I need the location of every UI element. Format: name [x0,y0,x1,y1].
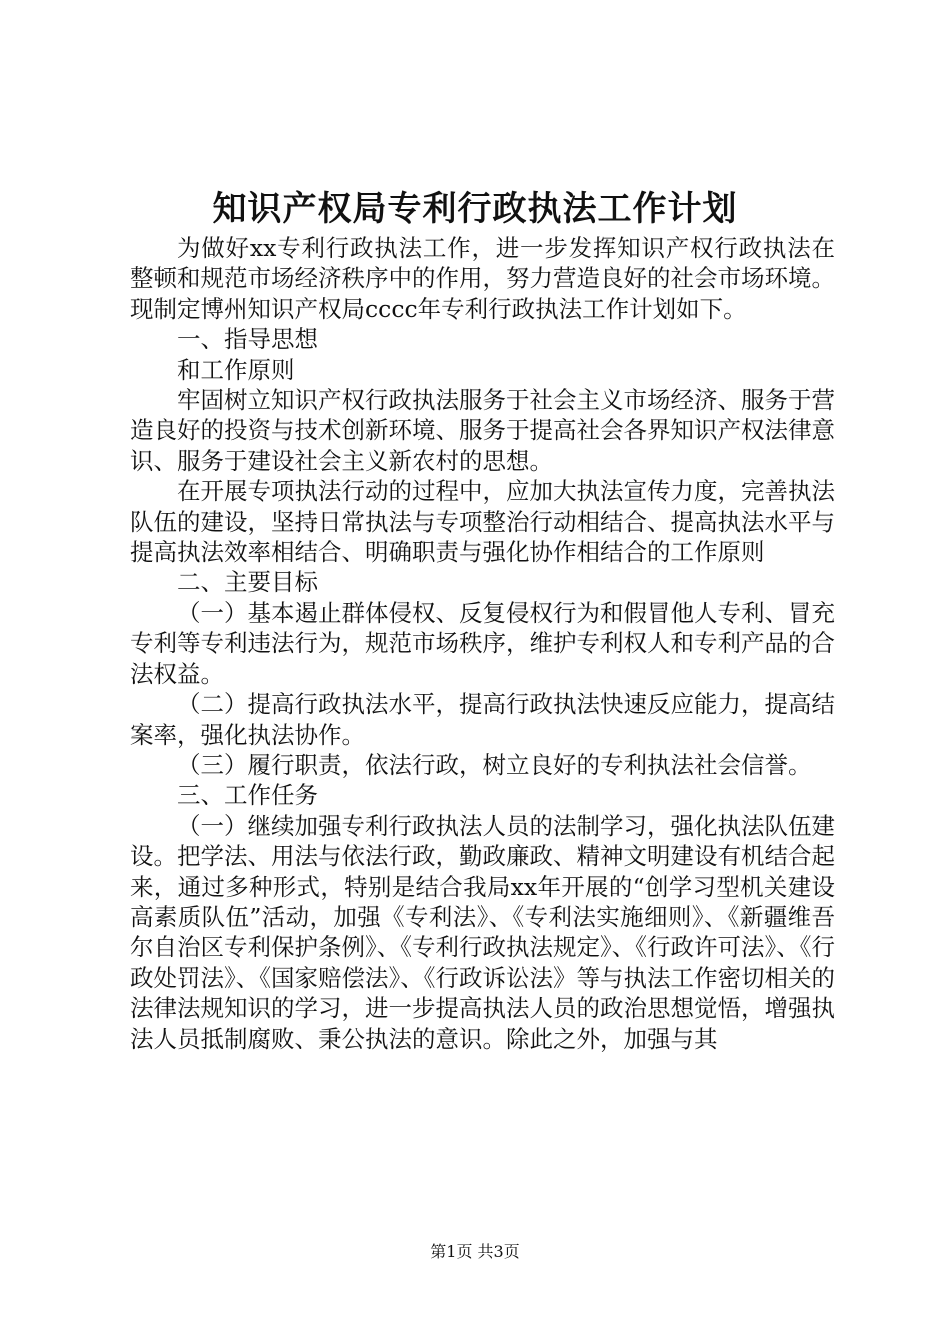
task-item-1: （一）继续加强专利行政执法人员的法制学习，强化执法队伍建设。把学法、用法与依法行政，勤政廉政、精神文明建设有机结合起来，通过多种形式，特别是结合我局xx年开展的“创学习型机关建设高素质队伍”活动，加强《专利法》、《专利法实施细则》、《新疆维吾尔自治区专利保护条例》、《专利行政执法规定》、《行政许可法》、《行政处罚法》、《国家赔偿法》、《行政诉讼法》等与执法工作密切相关的法律法规知识的学习，进一步提高执法人员的政治思想觉悟，增强执法人员抵制腐败、秉公执法的意识。除此之外，加强与其 [130,811,835,1053]
goal-item-1: （一）基本遏止群体侵权、反复侵权行为和假冒他人专利、冒充专利等专利违法行为，规范市场秩序，维护专利权人和专利产品的合法权益。 [130,598,835,688]
goal-item-2: （二）提高行政执法水平，提高行政执法快速反应能力，提高结案率，强化执法协作。 [130,690,835,749]
document-title: 知识产权局专利行政执法工作计划 [212,189,738,229]
goal-item-3: （三）履行职责，依法行政，树立良好的专利执法社会信誉。 [177,750,812,779]
paragraph-working-principle: 在开展专项执法行动的过程中，应加大执法宣传力度，完善执法队伍的建设，坚持日常执法与专项整治行动相结合、提高执法水平与提高执法效率相结合、明确职责与强化协作相结合的工作原则 [130,477,835,567]
section-heading-3: 三、工作任务 [177,781,318,810]
paragraph-intro: 为做好xx专利行政执法工作，进一步发挥知识产权行政执法在整顿和规范市场经济秩序中的作用，努力营造良好的社会市场环境。现制定博州知识产权局cccc年专利行政执法工作计划如下。 [130,234,835,323]
section-heading-1: 一、指导思想 [177,325,318,354]
section-heading-2: 二、主要目标 [177,568,318,597]
paragraph-guiding-thought: 牢固树立知识产权行政执法服务于社会主义市场经济、服务于营造良好的投资与技术创新环境、服务于提高社会各界知识产权法律意识、服务于建设社会主义新农村的思想。 [130,386,835,475]
page-footer: 第1页 共3页 [430,1242,520,1261]
document-body [130,233,835,1054]
section-heading-1-continued: 和工作原则 [177,355,295,384]
